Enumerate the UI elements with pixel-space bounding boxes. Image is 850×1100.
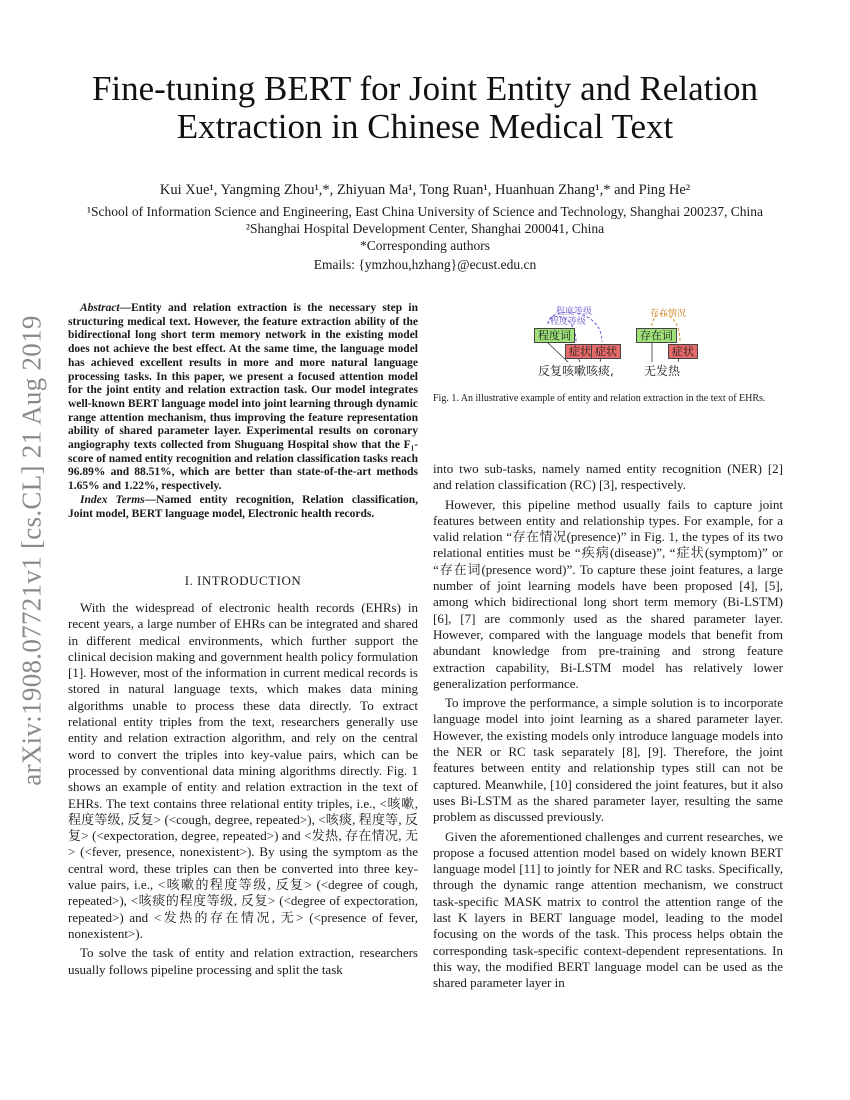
index-terms-lead: Index Terms bbox=[80, 493, 145, 506]
arxiv-identifier-text: arXiv:1908.07721v1 [cs.CL] 21 Aug 2019 bbox=[16, 314, 47, 786]
relation-label-presence: 存在情况 bbox=[650, 309, 687, 319]
arxiv-identifier bbox=[10, 290, 54, 810]
index-terms-text: —Named entity recognition, Relation classification, Joint model, BERT language model, Electronic health records. bbox=[68, 493, 419, 520]
abstract bbox=[68, 302, 418, 521]
title-line-1: Fine-tuning BERT for Joint Entity and Relation bbox=[91, 69, 759, 108]
paragraph: Given the aforementioned challenges and current researches, we propose a focused attention model based on widely known BERT language model [11] to jointly for NER and RC tasks. Specifically, through the dynamic range attention mechanism, we construct task-specific MASK matrix to control the attention range of the last K layers in BERT language model, leading to the model focusing on the words of the task. This process helps obtain the corresponding task-specific context-dependent representations. In this way, the modified BERT language model can be used as the shared parameter layer in bbox=[433, 828, 783, 991]
author-list: Kui Xue¹, Yangming Zhou¹,*, Zhiyuan Ma¹, Tong Ruan¹, Huanhuan Zhang¹,* and Ping He² bbox=[159, 182, 691, 198]
entity-tag-symptom: 症状 bbox=[668, 344, 698, 359]
paper-title bbox=[60, 70, 790, 146]
figure-1-caption: Fig. 1. An illustrative example of entity and relation extraction in the text of EHRs. bbox=[433, 393, 766, 404]
entity-tag-degree: 程度词 bbox=[534, 328, 575, 343]
relation-label-degree-2: 程度等级 bbox=[550, 317, 587, 327]
figure-sentence-1: 反复咳嗽咳痰, bbox=[538, 364, 614, 378]
right-column-body bbox=[433, 461, 783, 992]
paragraph: However, this pipeline method usually fails to capture joint features between entity and relationship types. For example, for a valid relation “存在情况(presence)” in Fig. 1, the types of its two relational entities must be “疾病(disease)”, “症状(symptom)” or “存在词(presence word)”. To capture these joint features, a large number of joint learning models have been proposed [4], [5], among which bidirectional long short term memory (Bi-LSTM) [6], [7] are commonly used as the shared parameter layer. However, compared with the language models that benefit from abundant knowledge from pre-training and strong feature extraction capability, Bi-LSTM model has relatively lower generalization performance. bbox=[433, 496, 783, 691]
entity-tag-symptom: 症状 bbox=[591, 344, 621, 359]
emails: Emails: {ymzhou,hzhang}@ecust.edu.cn bbox=[313, 257, 537, 272]
abstract-lead: Abstract bbox=[80, 302, 120, 314]
paragraph: With the widespread of electronic health records (EHRs) in recent years, a large number of EHRs can be integrated and shared in different medical environments, which further support the clinical decision making and government health policy formulation [1]. However, most of the information in current medical records is stored in natural language texts, which makes data mining algorithms unable to process these data directly. To extract relational entity triples from the text, researchers generally use entity and relation extraction algorithm, and rely on the central word to convert the triples into key-value pairs, which can be processed by conventional data mining algorithms directly. Fig. 1 shows an example of entity and relation extraction in the text of EHRs. The text contains three relational entity triples, i.e., <咳嗽, 程度等级, 反复> (<cough, degree, repeated>), <咳痰, 程度等, 反复> (<expectoration, degree, repeated>) and <发热, 存在情况, 无> (<fever, presence, nonexistent>). By using the symptom as the central word, these triples can then be converted into three key-value pairs, i.e., <咳嗽的程度等级, 反复> (<degree of cough, repeated>), <咳痰的程度等级, 反复> (<degree of expectoration, repeated>) and <发热的存在情况, 无> (<presence of fever, nonexistent>). bbox=[68, 600, 418, 941]
section-heading-introduction: I. INTRODUCTION bbox=[184, 573, 302, 588]
entity-tag-symptom: 症状 bbox=[565, 344, 595, 359]
paragraph: To solve the task of entity and relation extraction, researchers usually follows pipeline processing and split the task bbox=[68, 945, 418, 977]
figure-1 bbox=[520, 300, 710, 382]
entity-tag-presence: 存在词 bbox=[636, 328, 677, 343]
figure-sentence-2: 无发热 bbox=[644, 364, 681, 378]
abstract-text: —Entity and relation extraction is the necessary step in structuring medical text. However, the feature extraction ability of the bidirectional long short term memory network in the existing model does not achieve the best effect. At the same time, the language model has achieved excellent results in more and more natural language processing tasks. In this paper, we present a focused attention model for the joint entity and relation extraction task. Our model integrates well-known BERT language model into joint learning through dynamic range attention mechanism, thus improving the feature representation ability of shared parameter layer. Experimental results on coronary angiography texts collected from Shuguang Hospital show that the F₁-score of named entity recognition and relation classification tasks reach 96.89% and 88.51%, which are better than state-of-the-art methods 1.65% and 1.22%, respectively. bbox=[68, 302, 418, 493]
abstract-paragraph bbox=[68, 302, 418, 494]
index-terms bbox=[68, 494, 418, 521]
affiliation-2: ²Shanghai Hospital Development Center, Shanghai 200041, China bbox=[245, 221, 605, 236]
title-line-2: Extraction in Chinese Medical Text bbox=[176, 107, 674, 146]
left-column-body bbox=[68, 600, 418, 978]
paragraph: into two sub-tasks, namely named entity recognition (NER) [2] and relation classification (RC) [3], respectively. bbox=[433, 461, 783, 493]
paragraph: To improve the performance, a simple solution is to incorporate language model into joint learning as a shared parameter layer. However, the existing models only introduce language models into the NER or RC task separately [8], [9]. Therefore, the joint features between entity and relationship types still can not be captured. Meanwhile, [10] considered the joint features, but it also uses Bi-LSTM as the shared parameter layer, resulting the same problem as discussed previously. bbox=[433, 695, 783, 825]
corresponding-note: *Corresponding authors bbox=[359, 238, 491, 253]
relation-label-degree-1: 程度等级 bbox=[556, 307, 593, 317]
affiliation-1: ¹School of Information Science and Engineering, East China University of Science and Technology, Shanghai 200237, China bbox=[86, 204, 764, 219]
